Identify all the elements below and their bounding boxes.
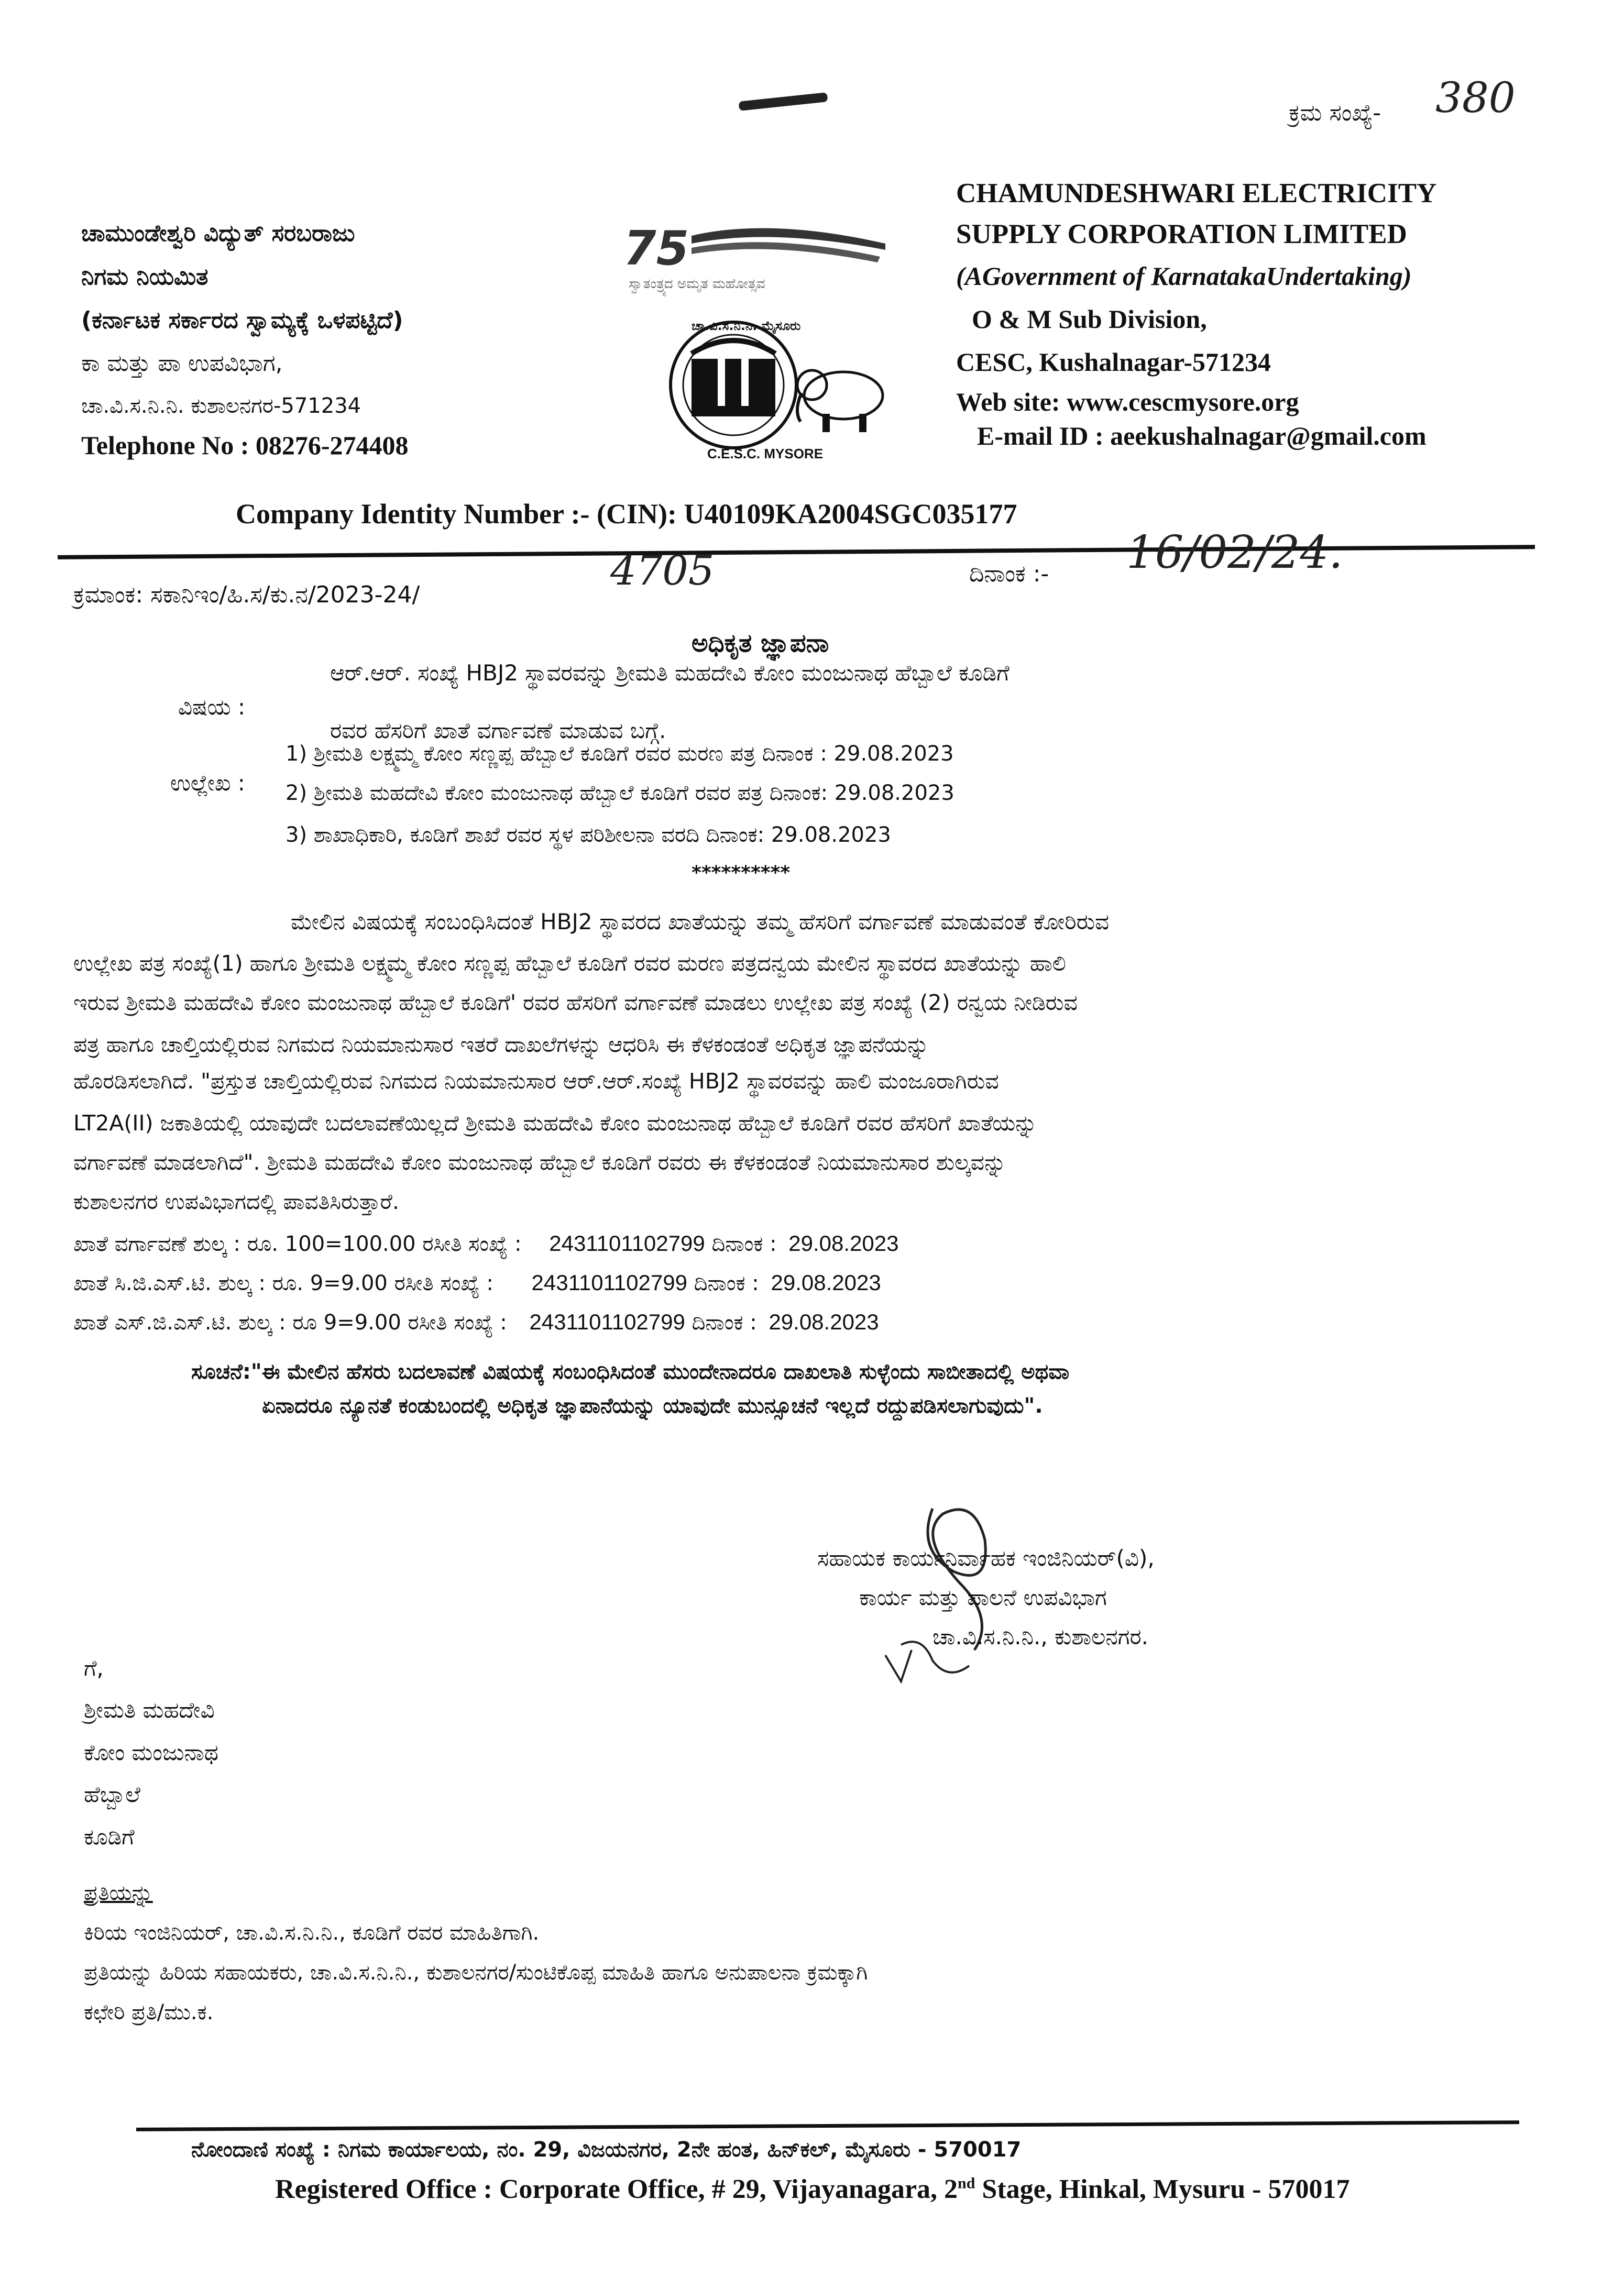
logo-seal-bottom: C.E.S.C. MYSORE: [707, 446, 824, 461]
body-line: ಇರುವ ಶ್ರೀಮತಿ ಮಹದೇವಿ ಕೋಂ ಮಂಜುನಾಥ ಹೆಬ್ಬಾಲೆ ಕೂಡಿಗೆ' ರವರ ಹೆಸರಿಗೆ ವರ್ಗಾವಣೆ ಮಾಡಲು ಉಲ್ಲೇಖ ಪತ್ರ ಸಂಖ್ಯೆ (2) ರನ್ವಯ ನೀಡಿರುವ: [73, 990, 1078, 1015]
footer-english: [275, 2174, 1349, 2205]
body-line: ಮೇಲಿನ ವಿಷಯಕ್ಕೆ ಸಂಬಂಧಿಸಿದಂತೆ HBJ2 ಸ್ಥಾವರದ ಖಾತೆಯನ್ನು ತಮ್ಮ ಹೆಸರಿಗೆ ವರ್ಗಾವಣೆ ಮಾಡುವಂತೆ ಕೋರಿರುವ: [291, 909, 1110, 934]
header-kannada: [81, 220, 409, 460]
fee-date: 29.08.2023: [769, 1310, 879, 1334]
serial-value: 380: [1435, 73, 1516, 122]
header-kn-line: (ಕರ್ನಾಟಕ ಸರ್ಕಾರದ ಸ್ವಾಮ್ಯಕ್ಕೆ ಒಳಪಟ್ಟಿದೆ): [81, 306, 403, 334]
addressee: [84, 1655, 218, 1850]
addressee-line: ಶ್ರೀಮತಿ ಮಹದೇವಿ: [84, 1697, 215, 1723]
fee-label: ಖಾತೆ ಎಸ್.ಜಿ.ಎಸ್.ಟಿ. ಶುಲ್ಕ : ರೂ 9=9.00 ರಸೀತಿ ಸಂಖ್ಯೆ :: [73, 1311, 507, 1335]
header-kn-line: ಚಾ.ವಿ.ಸ.ನಿ.ನಿ. ಕುಶಾಲನಗರ-571234: [81, 394, 361, 419]
body-line: ಉಲ್ಲೇಖ ಪತ್ರ ಸಂಖ್ಯೆ(1) ಹಾಗೂ ಶ್ರೀಮತಿ ಲಕ್ಷ್ಮಮ್ಮ ಕೋಂ ಸಣ್ಣಪ್ಪ ಹೆಬ್ಬಾಲೆ ಕೂಡಿಗೆ ರವರ ಮರಣ ಪತ್ರದನ್ವಯ ಮೇಲಿನ ಸ್ಥಾವರದ ಖಾತೆಯನ್ನು ಹಾಲಿ: [73, 951, 1066, 976]
addressee-line: ಕೋಂ ಮಂಜುನಾಥ: [84, 1739, 218, 1765]
fee-label: ಖಾತೆ ವರ್ಗಾವಣೆ ಶುಲ್ಕ : ರೂ. 100=100.00 ರಸೀತಿ ಸಂಖ್ಯೆ :: [73, 1232, 522, 1256]
government-undertaking: (AGovernment of KarnatakaUndertaking): [956, 261, 1412, 291]
fee-label: ಖಾತೆ ಸಿ.ಜಿ.ಎಸ್.ಟಿ. ಶುಲ್ಕ : ರೂ. 9=9.00 ರಸೀತಿ ಸಂಖ್ಯೆ :: [73, 1271, 493, 1295]
copies: [84, 1880, 868, 2025]
signatory-line: ಚಾ.ವಿ.ಸ.ನಿ.ನಿ., ಕುಶಾಲನಗರ.: [932, 1624, 1149, 1649]
footer-en-prefix: Registered Office : Corporate Office, # 29, Vijayanagara, 2: [275, 2174, 958, 2204]
subject-line2: ರವರ ಹೆಸರಿಗೆ ಖಾತೆ ವರ್ಗಾವಣೆ ಮಾಡುವ ಬಗ್ಗೆ.: [330, 718, 666, 743]
fee-row: [73, 1270, 881, 1295]
footer-kannada: ನೋಂದಾಣಿ ಸಂಖ್ಯೆ : ನಿಗಮ ಕಾರ್ಯಾಲಯ, ನಂ. 29, ವಿಜಯನಗರ, 2ನೇ ಹಂತ, ಹಿನ್‌ಕಲ್, ಮೈಸೂರು - 570017: [191, 2138, 1022, 2162]
signatory-line: ಕಾರ್ಯ ಮತ್ತು ಪಾಲನೆ ಉಪವಿಭಾಗ: [859, 1585, 1107, 1610]
subject-label: ವಿಷಯ :: [178, 694, 246, 720]
reference-number-label: ಕ್ರಮಾಂಕ: ಸಕಾನಿಇಂ/ಹಿ.ಸ/ಕು.ನ/2023-24/: [73, 581, 420, 608]
note-line1: ಸೂಚನೆ:"ಈ ಮೇಲಿನ ಹೆಸರು ಬದಲಾವಣೆ ವಿಷಯಕ್ಕೆ ಸಂಬಂಧಿಸಿದಂತೆ ಮುಂದೇನಾದರೂ ದಾಖಲಾತಿ ಸುಳ್ಳೆಂದು ಸಾಬೀತಾದಲ್ಲಿ ಅಥವಾ: [191, 1360, 1070, 1384]
fee-date-label: ದಿನಾಂಕ :: [694, 1271, 759, 1295]
copy-line: ಕಛೇರಿ ಪ್ರತಿ/ಮು.ಕ.: [84, 2000, 214, 2025]
company-name-line1: CHAMUNDESHWARI ELECTRICITY: [956, 178, 1437, 208]
body-line: ಹೊರಡಿಸಲಾಗಿದೆ. "ಪ್ರಸ್ತುತ ಚಾಲ್ತಿಯಲ್ಲಿರುವ ನಿಗಮದ ನಿಯಮಾನುಸಾರ ಆರ್.ಆರ್.ಸಂಖ್ಯೆ HBJ2 ಸ್ಥಾವರವನ್ನು ಹಾಲಿ ಮಂಜೂರಾಗಿರುವ: [73, 1069, 999, 1094]
footer-en-suffix: Stage, Hinkal, Mysuru - 570017: [975, 2174, 1350, 2204]
body-line: ಕುಶಾಲನಗರ ಉಪವಿಭಾಗದಲ್ಲಿ ಪಾವತಿಸಿರುತ್ತಾರೆ.: [73, 1189, 399, 1214]
cesc-address: CESC, Kushalnagar-571234: [956, 347, 1271, 377]
fee-date-label: ದಿನಾಂಕ :: [692, 1311, 757, 1335]
fee-date: 29.08.2023: [771, 1270, 881, 1295]
reference-item: 3) ಶಾಖಾಧಿಕಾರಿ, ಕೂಡಿಗೆ ಶಾಖೆ ರವರ ಸ್ಥಳ ಪರಿಶೀಲನಾ ವರದಿ ದಿನಾಂಕ: 29.08.2023: [286, 823, 891, 847]
footer-divider: [136, 2120, 1519, 2131]
fee-row: [73, 1310, 879, 1335]
website: Web site: www.cescmysore.org: [956, 387, 1299, 416]
fee-receipt: 2431101102799: [549, 1231, 705, 1256]
reference-item: 2) ಶ್ರೀಮತಿ ಮಹದೇವಿ ಕೋಂ ಮಂಜುನಾಥ ಹೆಬ್ಬಾಲೆ ಕೂಡಿಗೆ ರವರ ಪತ್ರ ದಿನಾಂಕ: 29.08.2023: [286, 781, 954, 805]
body-line: LT2A(II) ಜಕಾತಿಯಲ್ಲಿ ಯಾವುದೇ ಬದಲಾವಣೆಯಿಲ್ಲದೆ ಶ್ರೀಮತಿ ಮಹದೇವಿ ಕೋಂ ಮಂಜುನಾಥ ಹೆಬ್ಬಾಲೆ ಕೂಡಿಗೆ ರವರ ಹೆಸರಿಗೆ ಖಾತೆಯನ್ನು: [73, 1110, 1037, 1136]
fee-receipt: 2431101102799: [531, 1270, 687, 1295]
date-label: ದಿನಾಂಕ :-: [969, 560, 1049, 587]
email: E-mail ID : aeekushalnagar@gmail.com: [977, 421, 1427, 450]
document-title: ಅಧಿಕೃತ ಜ್ಞಾಪನಾ: [692, 629, 829, 658]
separator-stars: **********: [692, 862, 791, 884]
body-line: ಪತ್ರ ಹಾಗೂ ಚಾಲ್ತಿಯಲ್ಲಿರುವ ನಿಗಮದ ನಿಯಮಾನುಸಾರ ಇತರೆ ದಾಖಲೆಗಳನ್ನು ಆಧರಿಸಿ ಈ ಕೆಳಕಂಡಂತೆ ಅಧಿಕೃತ ಜ್ಞಾಪನೆಯನ್ನು: [73, 1032, 929, 1057]
pen-mark: [739, 92, 828, 111]
footer-en-sup: nd: [958, 2174, 975, 2192]
header-kn-line: ಚಾಮುಂಡೇಶ್ವರಿ ವಿದ್ಯುತ್ ಸರಬರಾಜು: [81, 220, 355, 247]
telephone: Telephone No : 08276-274408: [81, 431, 409, 460]
copy-line: ಪ್ರತಿಯನ್ನು ಹಿರಿಯ ಸಹಾಯಕರು, ಚಾ.ವಿ.ಸ.ನಿ.ನಿ., ಕುಶಾಲನಗರ/ಸುಂಟಿಕೊಪ್ಪ ಮಾಹಿತಿ ಹಾಗೂ ಅನುಪಾಲನಾ ಕ್ರಮಕ್ಕಾಗಿ: [84, 1961, 868, 1985]
signatory-line: ಸಹಾಯಕ ಕಾರ್ಯನಿರ್ವಾಹಕ ಇಂಜಿನಿಯರ್(ವಿ),: [817, 1545, 1155, 1571]
logo: [613, 217, 906, 464]
division-name: O & M Sub Division,: [972, 304, 1207, 334]
company-name-line2: SUPPLY CORPORATION LIMITED: [956, 219, 1407, 249]
body-line: ವರ್ಗಾವಣೆ ಮಾಡಲಾಗಿದೆ". ಶ್ರೀಮತಿ ಮಹದೇವಿ ಕೋಂ ಮಂಜುನಾಥ ಹೆಬ್ಬಾಲೆ ಕೂಡಿಗೆ ರವರು ಈ ಕೆಳಕಂಡಂತೆ ನಿಯಮಾನುಸಾರ ಶುಲ್ಕವನ್ನು: [73, 1150, 1006, 1175]
signature: [870, 1477, 1058, 1687]
fee-receipt: 2431101102799: [529, 1310, 685, 1334]
company-identity-number: Company Identity Number :- (CIN): U40109KA2004SGC035177: [236, 498, 1017, 530]
copy-line: ಕಿರಿಯ ಇಂಜಿನಿಯರ್, ಚಾ.ವಿ.ಸ.ನಿ.ನಿ., ಕೂಡಿಗೆ ರವರ ಮಾಹಿತಿಗಾಗಿ.: [84, 1921, 540, 1945]
addressee-line: ಹೆಬ್ಬಾಲೆ: [84, 1781, 140, 1808]
addressee-line: ಕೂಡಿಗೆ: [84, 1823, 135, 1850]
note-line2: ಏನಾದರೂ ನ್ಯೂನತೆ ಕಂಡುಬಂದಲ್ಲಿ ಅಧಿಕೃತ ಜ್ಞಾಪಾನೆಯನ್ನು ಯಾವುದೇ ಮುನ್ಸೂಚನೆ ಇಲ್ಲದೆ ರದ್ದುಪಡಿಸಲಾಗುವುದು".: [262, 1394, 1043, 1418]
reference-number-handwritten: 4705: [610, 547, 715, 595]
svg-text:75: 75: [623, 221, 689, 276]
serial-label: ಕ್ರಮ ಸಂಖ್ಯೆ-: [1289, 100, 1381, 126]
logo-banner: ಸ್ವಾತಂತ್ರ್ಯದ ಅಮೃತ ಮಹೋತ್ಸವ: [629, 276, 765, 292]
header-kn-line: ನಿಗಮ ನಿಯಮಿತ: [81, 263, 209, 290]
cesc-logo-icon: [613, 217, 906, 464]
logo-seal-top: ಚಾ.ವಿ.ಸ.ನಿ.ನಿ. ಮೈಸೂರು: [692, 318, 801, 333]
reference-label: ಉಲ್ಲೇಖ :: [170, 770, 245, 796]
date-handwritten: 16/02/24.: [1126, 526, 1343, 579]
addressee-line: ಗೆ,: [84, 1655, 104, 1681]
fee-row: [73, 1231, 899, 1256]
header-english: [956, 173, 1436, 452]
copy-line: ಪ್ರತಿಯನ್ನು: [84, 1881, 153, 1905]
fee-date: 29.08.2023: [788, 1231, 899, 1256]
fee-date-label: ದಿನಾಂಕ :: [711, 1232, 777, 1256]
subject-line1: ಆರ್.ಆರ್. ಸಂಖ್ಯೆ HBJ2 ಸ್ಥಾವರವನ್ನು ಶ್ರೀಮತಿ ಮಹದೇವಿ ಕೋಂ ಮಂಜುನಾಥ ಹೆಬ್ಬಾಲೆ ಕೂಡಿಗೆ: [330, 660, 1009, 686]
header-kn-line: ಕಾ ಮತ್ತು ಪಾ ಉಪವಿಭಾಗ,: [81, 350, 283, 377]
reference-item: 1) ಶ್ರೀಮತಿ ಲಕ್ಷ್ಮಮ್ಮ ಕೋಂ ಸಣ್ಣಪ್ಪ ಹೆಬ್ಬಾಲೆ ಕೂಡಿಗೆ ರವರ ಮರಣ ಪತ್ರ ದಿನಾಂಕ : 29.08.2023: [286, 742, 954, 766]
